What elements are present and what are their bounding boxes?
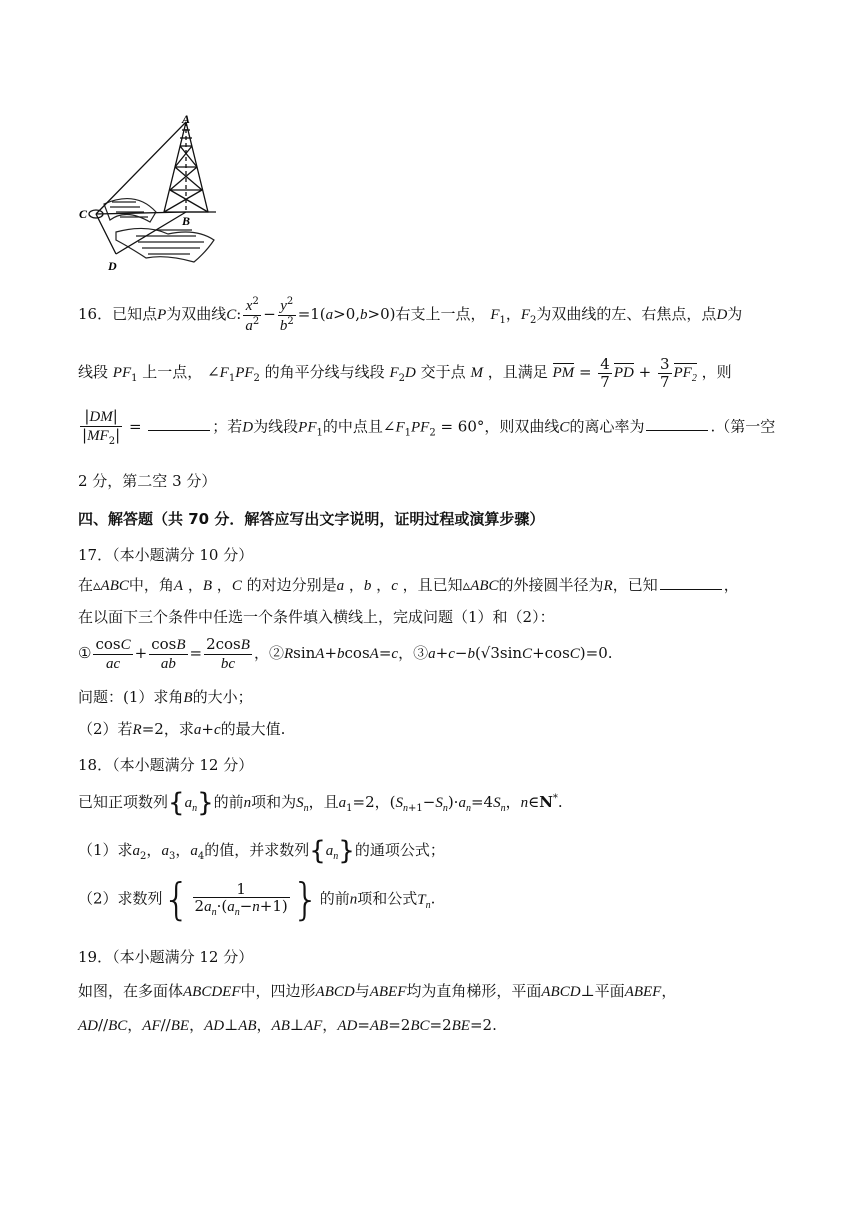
q18-text: 的值，并求数列 [204, 841, 310, 859]
q16-text: 线段 [78, 363, 109, 381]
q17-text: （2）若 [78, 720, 133, 738]
q16-number: 16．已知点 [78, 305, 158, 323]
q17-heading: 17．（本小题满分 10 分） [78, 546, 254, 564]
q17-line-2: 在以面下三个条件中任选一个条件填入横线上，完成问题（1）和（2）： [78, 608, 555, 626]
q18-line-3: （2）求数列{ $\frac{1}{2a_n\cdot(a_n-n+1)}$ }的前n项和公式$T_n$. [78, 874, 436, 925]
q16-text: 的离心率为 [569, 417, 645, 436]
q17-conditions: ① $\frac{\cos C}{ac}$ + $\frac{\cos B}{ab}$ = $\frac{2\cos B}{bc}$ ，②RsinA+bcosA=c，③a+c−b(√3sinC+cosC)=0. [78, 635, 613, 672]
q16-text: 为双曲线 [166, 305, 227, 323]
q17-line-1: 在▵ABC中，角A ，B ，C 的对边分别是a ，b ，c ，且已知▵ABC的外接圆半径为R，已知 ， [78, 576, 739, 594]
answer-blank-2[interactable] [646, 429, 708, 431]
q16-text: 上一点， [142, 363, 203, 381]
q17-text: 的对边分别是 [246, 576, 337, 594]
answer-blank-1[interactable] [148, 429, 210, 431]
q19-line-1: 如图，在多面体ABCDEF中，四边形ABCD与ABEF均为直角梯形，平面ABCD⊥平面ABEF， [78, 982, 677, 1000]
q16-line-3: $\frac{|DM|}{|MF_2|}$ = ；若D为线段$PF_1$的中点且$\angle F_1PF_2 = 60^\circ$，则双曲线C的离心率为 .（第一空 [82, 407, 776, 447]
geometry-figure [76, 112, 226, 274]
q17-text: ，且已知 [402, 576, 463, 594]
q17-text: ，③ [398, 644, 429, 662]
q16-text: ，则 [701, 363, 732, 381]
q19-text: 与 [354, 982, 370, 1000]
q18-line-1: 已知正项数列$\{a_n\}$的前n项和为$S_n$，且$a_1=2$，$(S_{n+1}-S_n)\cdot a_n=4S_n$，n∈N*. [78, 788, 563, 818]
q16-line-4: 2 分，第二空 3 分） [78, 472, 217, 490]
q16-text: .（第一空 [710, 417, 776, 436]
q17-ask-1: 问题：(1）求角B的大小； [78, 688, 253, 706]
q18-text: 项和公式 [357, 889, 418, 908]
q17-text: 的大小； [192, 688, 253, 706]
q18-text: 的前 [213, 793, 244, 811]
q19-text: 平面 [594, 982, 625, 1000]
q17-text: 的外接圆半径为 [498, 576, 604, 594]
q16-line-1: 16．已知点P为双曲线C: $\frac{x^2}{a^2}$ − $\frac{y^2}{b^2}$ =1(a>0,b>0)右支上一点， $F_1$，$F_2$为双曲线的左、右焦点，点D为 [78, 296, 743, 334]
q17-text: ，已知 [612, 576, 658, 594]
q18-text: 已知正项数列 [78, 793, 169, 811]
q17-text: 中，角 [128, 576, 174, 594]
label-D: D [108, 259, 117, 273]
q16-text: 交于点 [420, 363, 466, 381]
q19-text: 中，四边形 [240, 982, 316, 1000]
q19-line-2: AD//BC，AF//BE，AD⊥AB，AB⊥AF，AD=AB=2BC=2BE=2. [78, 1016, 497, 1034]
q17-text: 问题：(1）求角 [78, 688, 184, 706]
label-C: C [79, 207, 88, 221]
q17-text: 的最大值. [220, 720, 286, 738]
q16-text: 右支上一点， [395, 305, 486, 323]
q18-text: 项和为 [251, 793, 297, 811]
q17-ask-2: （2）若R=2，求a+c的最大值. [78, 720, 286, 738]
q18-heading: 18．（本小题满分 12 分） [78, 756, 254, 774]
q18-text: 的前 [319, 889, 350, 908]
q19-heading: 19．（本小题满分 12 分） [78, 948, 254, 966]
q17-text: ① [78, 644, 92, 662]
label-B: B [182, 214, 191, 228]
q19-text: 均为直角梯形，平面 [406, 982, 542, 1000]
q16-text: ，且满足 [487, 363, 548, 381]
q19-text: 如图，在多面体 [78, 982, 184, 1000]
q16-text: ；若 [212, 417, 243, 436]
q16-text: 为双曲线的左、右焦点，点 [536, 305, 717, 323]
label-A: A [182, 112, 191, 126]
q16-text: 的中点且 [322, 417, 383, 436]
q16-text: 的角平分线与线段 [264, 363, 385, 381]
q16-text: 为 [727, 305, 743, 323]
q18-text: ，且 [308, 793, 339, 811]
q18-text: （2）求数列 [78, 889, 163, 908]
q18-line-2: （1）求$a_2$，$a_3$，$a_4$的值，并求数列$\{a_n\}$的通项公式； [78, 836, 445, 866]
section-heading: 四、解答题（共 70 分．解答应写出文字说明，证明过程或演算步骤） [78, 510, 545, 528]
q17-text: 在 [78, 576, 94, 594]
q18-text: 的通项公式； [354, 841, 445, 859]
q16-text: 为线段 [253, 417, 299, 436]
q17-text: ，② [253, 644, 284, 662]
q16-text: ，则双曲线 [484, 417, 560, 436]
q17-text: ，求 [163, 720, 194, 738]
q18-text: （1）求 [78, 841, 133, 859]
q16-line-2: 线段 $PF_1$ 上一点， $\angle F_1PF_2$ 的角平分线与线段 $F_2D$ 交于点 M ，且满足 PM = $\frac{4}{7}$ PD + $\frac{3}{7}$ $PF_2$ ，则 [78, 355, 732, 391]
answer-blank-3[interactable] [660, 588, 722, 590]
